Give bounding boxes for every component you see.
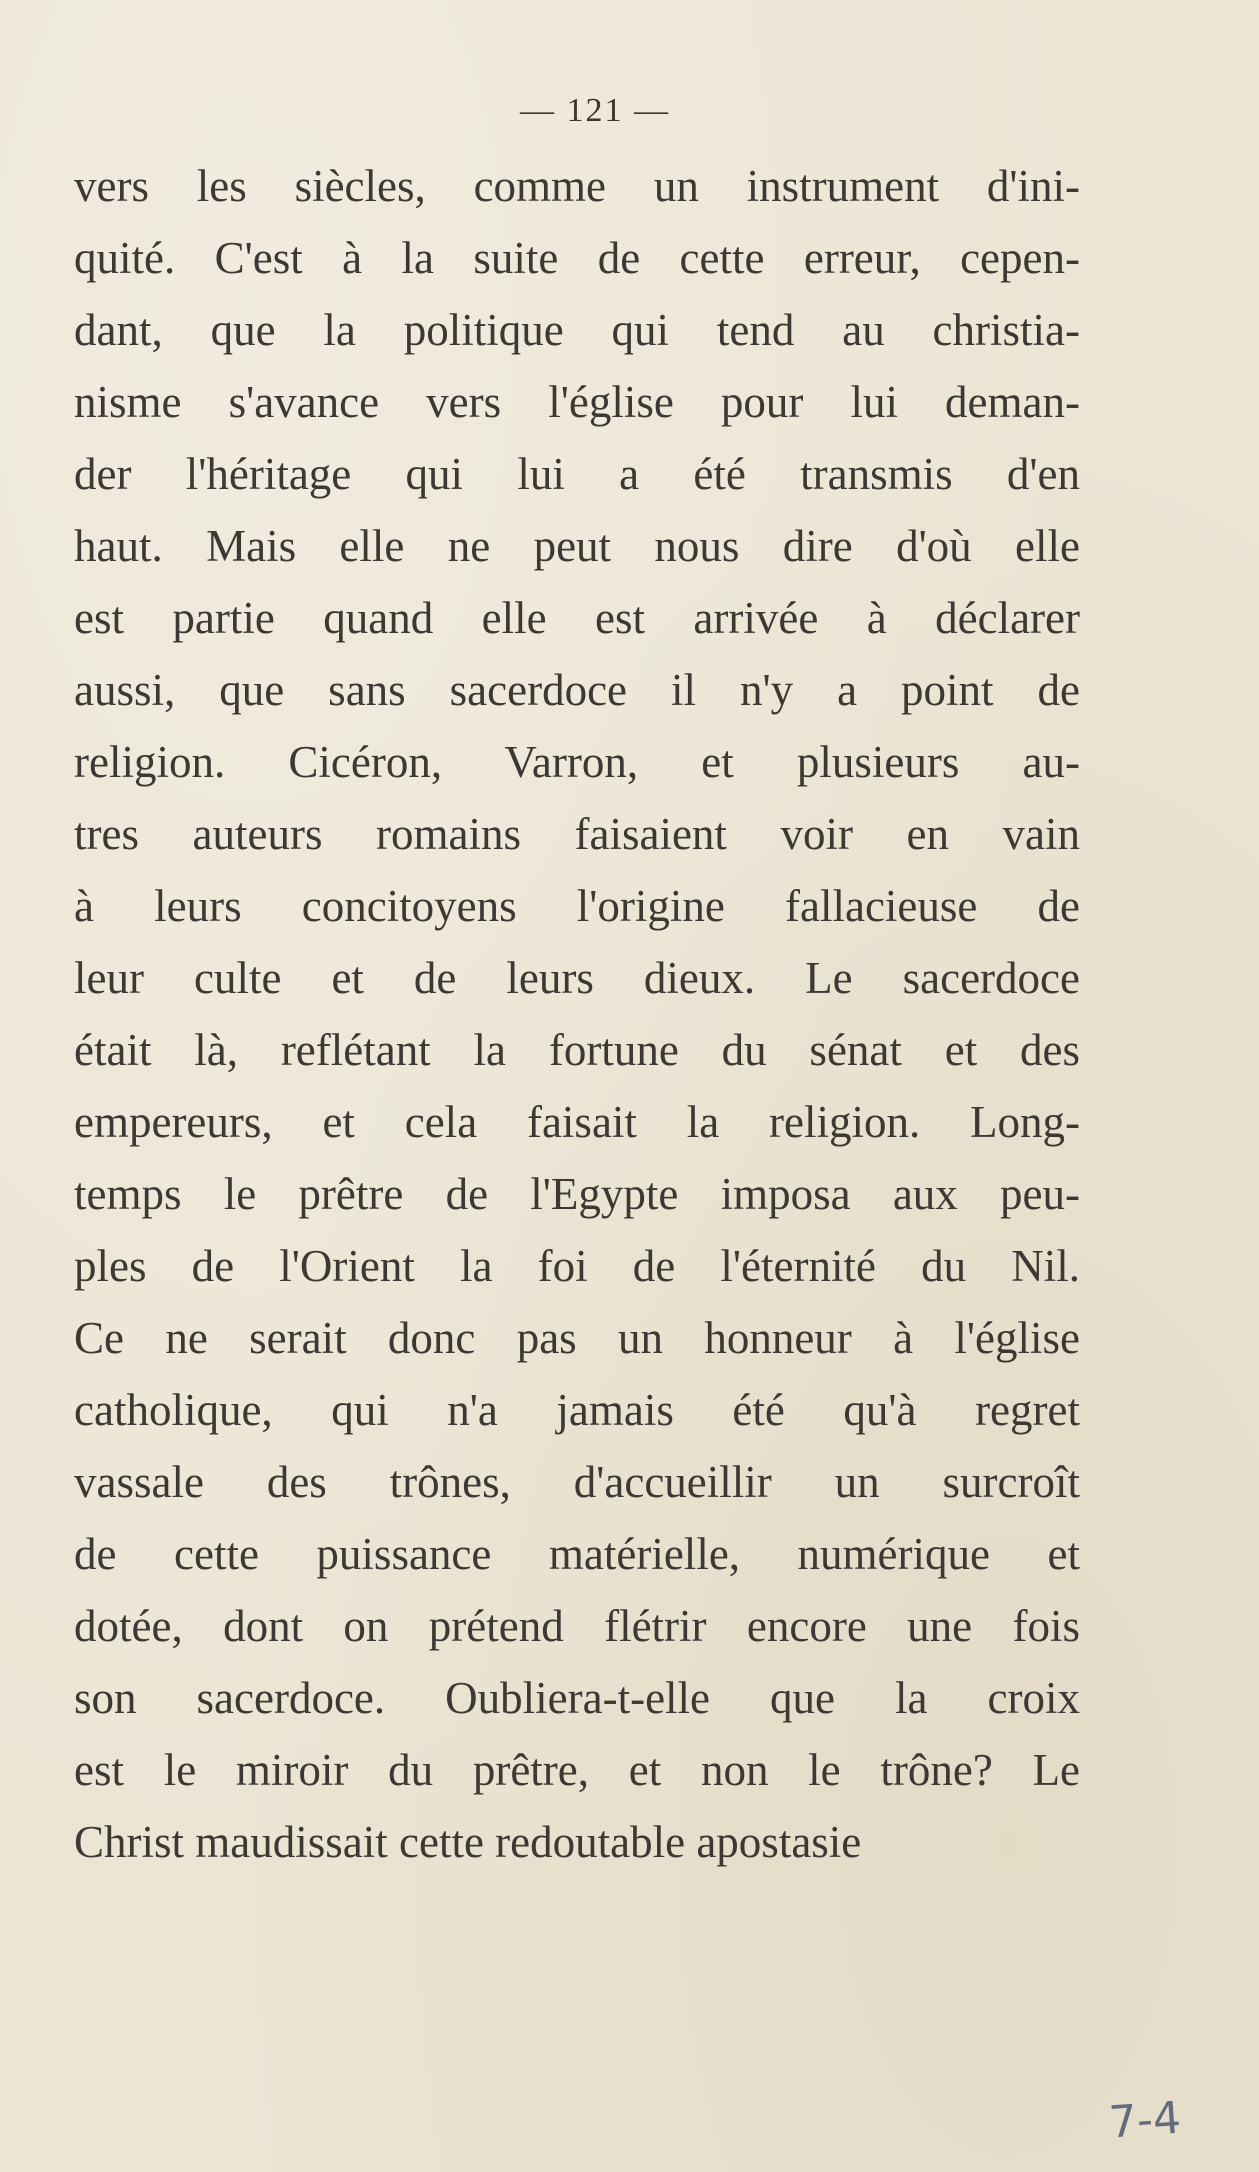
text-line: dant, que la politique qui tend au christia- [74, 305, 1080, 355]
text-line: de cette puissance matérielle, numérique et [74, 1529, 1080, 1579]
text-line: aussi, que sans sacerdoce il n'y a point de [74, 665, 1080, 715]
body-text [74, 150, 1080, 1878]
text-line: ples de l'Orient la foi de l'éternité du Nil. [74, 1241, 1080, 1291]
text-line: der l'héritage qui lui a été transmis d'en [74, 449, 1080, 499]
handwritten-shelfmark: 7-4 [1107, 2092, 1183, 2149]
text-line: catholique, qui n'a jamais été qu'à regret [74, 1385, 1080, 1435]
text-line: haut. Mais elle ne peut nous dire d'où elle [74, 521, 1080, 571]
text-line: temps le prêtre de l'Egypte imposa aux peu- [74, 1169, 1080, 1219]
text-line: vassale des trônes, d'accueillir un surcroît [74, 1457, 1080, 1507]
text-line: est le miroir du prêtre, et non le trône? Le [74, 1745, 1080, 1795]
text-line: religion. Cicéron, Varron, et plusieurs au- [74, 737, 1080, 787]
text-line: empereurs, et cela faisait la religion. Long- [74, 1097, 1080, 1147]
text-line: leur culte et de leurs dieux. Le sacerdoce [74, 953, 1080, 1003]
text-line: Ce ne serait donc pas un honneur à l'église [74, 1313, 1080, 1363]
text-line: vers les siècles, comme un instrument d'ini- [74, 161, 1080, 211]
text-line: à leurs concitoyens l'origine fallacieuse de [74, 881, 1080, 931]
text-line: Christ maudissait cette redoutable apostasie [74, 1817, 862, 1867]
text-line: tres auteurs romains faisaient voir en vain [74, 809, 1080, 859]
text-line: est partie quand elle est arrivée à déclarer [74, 593, 1080, 643]
text-line: était là, reflétant la fortune du sénat et des [74, 1025, 1080, 1075]
text-line: son sacerdoce. Oubliera-t-elle que la croix [74, 1673, 1080, 1723]
text-line: quité. C'est à la suite de cette erreur, cepen- [74, 233, 1080, 283]
page-number: — 121 — [520, 92, 670, 129]
text-line: nisme s'avance vers l'église pour lui deman- [74, 377, 1080, 427]
text-line: dotée, dont on prétend flétrir encore une fois [74, 1601, 1080, 1651]
